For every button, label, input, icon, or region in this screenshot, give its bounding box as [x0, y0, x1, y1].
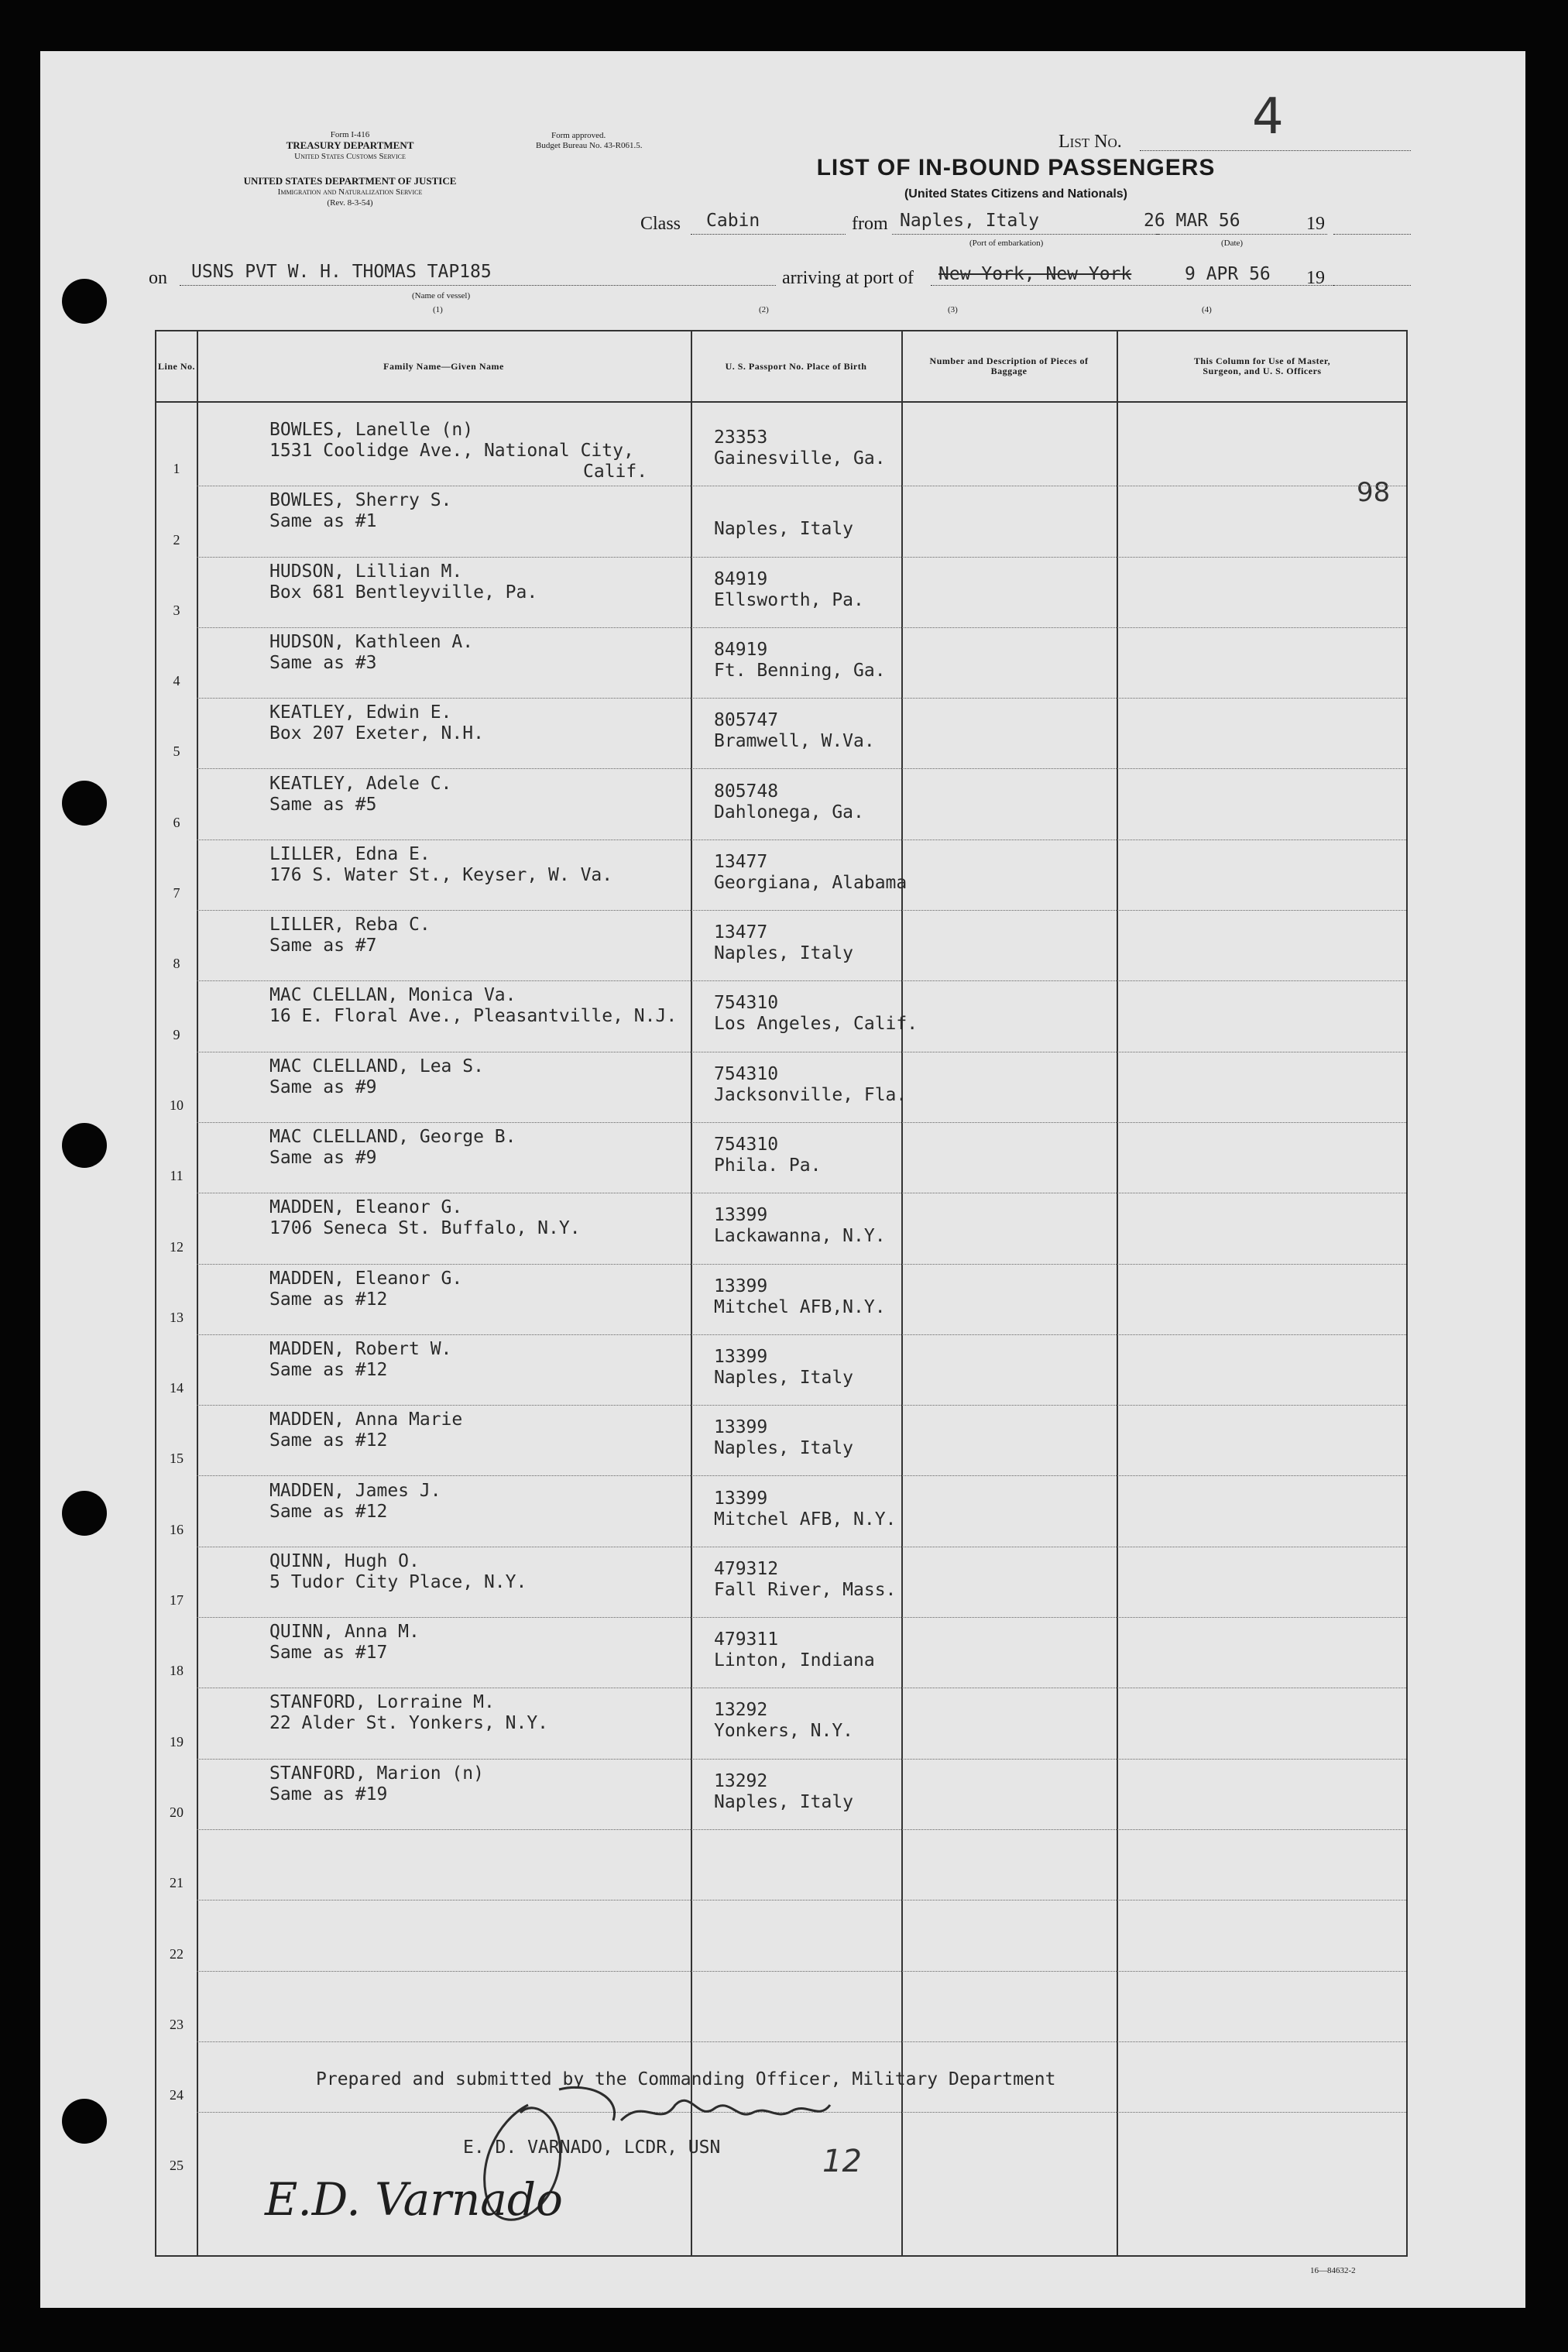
passenger-name: MADDEN, James J. [269, 1480, 441, 1501]
passport-cell [714, 1559, 896, 1601]
passport-number: 13292 [714, 1700, 768, 1721]
passport-number: 805747 [714, 710, 779, 731]
ins-service: Immigration and Naturalization Service [277, 187, 423, 197]
line-number: 13 [170, 1309, 184, 1325]
passenger-address: 1531 Coolidge Ave., National City, [269, 441, 634, 461]
passport-cell [714, 640, 886, 682]
line-number: 25 [170, 2158, 184, 2174]
passenger-address: Box 207 Exeter, N.H. [269, 723, 484, 744]
header-passport: U. S. Passport No. Place of Birth [725, 360, 867, 372]
class-line [691, 234, 846, 235]
passenger-name-cell [269, 490, 451, 532]
place-of-birth: Yonkers, N.Y. [714, 1721, 854, 1742]
table-row [156, 1617, 1406, 1688]
passport-number [714, 498, 853, 519]
from-label: from [852, 214, 888, 234]
embark-port-caption: (Port of embarkation) [969, 239, 1044, 248]
passport-cell [714, 922, 853, 964]
officer-note: 98 [1357, 477, 1391, 508]
line-number: 6 [173, 814, 180, 830]
line-number: 4 [173, 673, 180, 689]
passenger-address: Same as #1 [269, 511, 377, 532]
place-of-birth: Los Angeles, Calif. [714, 1014, 918, 1035]
year-prefix: 19 [1306, 214, 1325, 234]
passenger-name: MAC CLELLAND, Lea S. [269, 1056, 484, 1076]
line-number: 18 [170, 1663, 184, 1679]
passenger-name: MAC CLELLAND, George B. [269, 1127, 516, 1147]
line-number: 1 [173, 461, 180, 477]
place-of-birth: Naples, Italy [714, 1438, 854, 1459]
passport-cell [714, 569, 864, 611]
table-row [156, 486, 1406, 556]
passport-number: 13399 [714, 1276, 768, 1296]
passenger-address: Same as #5 [269, 794, 377, 815]
passport-number: 805748 [714, 781, 779, 802]
table-row [156, 1052, 1406, 1122]
place-of-birth: Bramwell, W.Va. [714, 731, 875, 752]
passenger-name: BOWLES, Lanelle (n) [269, 420, 474, 440]
passenger-name-cell [269, 915, 431, 956]
document-title: LIST OF IN-BOUND PASSENGERS [816, 155, 1216, 180]
vessel-caption: (Name of vessel) [412, 291, 471, 300]
passport-number: 13477 [714, 851, 768, 872]
place-of-birth: Linton, Indiana [714, 1650, 875, 1671]
passenger-name: MADDEN, Anna Marie [269, 1409, 463, 1430]
from-line [892, 234, 1159, 235]
table-row [156, 415, 1406, 486]
passport-number: 84919 [714, 639, 768, 660]
table-row [156, 1264, 1406, 1334]
table-row [156, 1759, 1406, 1829]
year-line-2 [1333, 285, 1411, 286]
binder-hole [62, 781, 107, 826]
line-number: 3 [173, 602, 180, 618]
passport-cell [714, 1135, 821, 1176]
passenger-name: QUINN, Hugh O. [269, 1550, 420, 1571]
place-of-birth: Georgiana, Alabama [714, 872, 908, 893]
passenger-address: 1706 Seneca St. Buffalo, N.Y. [269, 1218, 581, 1239]
place-of-birth: Ellsworth, Pa. [714, 589, 864, 610]
passenger-name: BOWLES, Sherry S. [269, 490, 452, 511]
passenger-address: Same as #12 [269, 1359, 388, 1380]
passport-cell [714, 427, 886, 469]
passenger-name: HUDSON, Kathleen A. [269, 631, 474, 652]
passenger-name-cell [269, 1409, 462, 1451]
passport-number: 23353 [714, 427, 768, 448]
header-line-no: Line No. [157, 360, 195, 372]
passenger-name: MADDEN, Eleanor G. [269, 1197, 463, 1218]
place-of-birth: Phila. Pa. [714, 1155, 822, 1176]
passport-number: 754310 [714, 993, 779, 1014]
document-subtitle: (United States Citizens and Nationals) [904, 187, 1128, 201]
line-number: 15 [170, 1451, 184, 1467]
header-name: Family Name—Given Name [383, 360, 504, 372]
col-num-2: (2) [759, 305, 769, 314]
passport-number: 13399 [714, 1488, 768, 1509]
line-number: 21 [170, 1875, 184, 1891]
line-number: 11 [170, 1168, 184, 1184]
arriving-label: arriving at port of [782, 268, 914, 288]
passenger-name: MADDEN, Robert W. [269, 1338, 452, 1359]
place-of-birth: Mitchel AFB,N.Y. [714, 1296, 886, 1317]
passenger-address: 22 Alder St. Yonkers, N.Y. [269, 1713, 549, 1734]
on-label: on [149, 268, 167, 288]
place-of-birth: Gainesville, Ga. [714, 448, 886, 469]
table-row [156, 627, 1406, 698]
table-row [156, 980, 1406, 1051]
line-number: 7 [173, 885, 180, 901]
vessel-name: USNS PVT W. H. THOMAS TAP185 [191, 262, 492, 282]
line-number: 22 [170, 1945, 184, 1962]
passenger-name-cell [269, 632, 473, 674]
place-of-birth: Ft. Benning, Ga. [714, 660, 886, 681]
col-num-4: (4) [1202, 305, 1212, 314]
passenger-address: 16 E. Floral Ave., Pleasantville, N.J. [269, 1006, 678, 1027]
passenger-address: Same as #12 [269, 1289, 388, 1310]
passenger-name-cell [269, 420, 647, 482]
class-value: Cabin [706, 211, 760, 231]
date-caption: (Date) [1221, 239, 1244, 248]
list-no-value: 4 [1252, 88, 1284, 146]
table-row [156, 769, 1406, 840]
passenger-name-cell [269, 1481, 441, 1523]
passenger-table [155, 330, 1408, 2257]
print-code: 16—84632-2 [1310, 2266, 1356, 2275]
table-row [156, 557, 1406, 627]
treasury-department: TREASURY DEPARTMENT [286, 139, 414, 151]
form-approved: Form approved. [551, 131, 606, 140]
table-row [156, 1829, 1406, 1900]
table-row [156, 698, 1406, 768]
passport-cell [714, 1205, 886, 1247]
date-line [1155, 234, 1327, 235]
passenger-name-cell [269, 1339, 451, 1381]
binder-hole [62, 1491, 107, 1536]
passport-number: 13477 [714, 922, 768, 943]
list-no-line [1140, 150, 1411, 151]
passenger-name: LILLER, Reba C. [269, 915, 431, 936]
passport-cell [714, 781, 864, 823]
table-row [156, 1476, 1406, 1547]
passenger-address: Same as #9 [269, 1148, 377, 1168]
passport-number: 479311 [714, 1629, 779, 1650]
passenger-name: KEATLEY, Edwin E. [269, 702, 452, 723]
place-of-birth: Mitchel AFB, N.Y. [714, 1509, 897, 1530]
passenger-name: HUDSON, Lillian M. [269, 561, 463, 582]
passenger-name-cell [269, 1197, 581, 1239]
passenger-name-cell [269, 985, 677, 1027]
passport-cell [714, 498, 853, 540]
line-number: 24 [170, 2087, 184, 2103]
table-row [156, 1122, 1406, 1193]
passenger-name: MADDEN, Eleanor G. [269, 1268, 463, 1289]
passport-number: 754310 [714, 1135, 779, 1155]
table-row [156, 1971, 1406, 2041]
svg-text:E.D. Varnado: E.D. Varnado [265, 2173, 563, 2226]
passport-cell [714, 1488, 896, 1530]
passenger-name-cell [269, 1692, 548, 1734]
line-number: 5 [173, 743, 180, 760]
table-row [156, 910, 1406, 980]
passport-cell [714, 852, 907, 894]
passport-cell [714, 1347, 853, 1389]
passenger-name-cell [269, 1622, 420, 1664]
vessel-line [180, 285, 776, 286]
passport-cell [714, 1771, 853, 1813]
officer-signature [249, 2167, 606, 2237]
line-number: 17 [170, 1592, 184, 1609]
passport-number: 84919 [714, 568, 768, 589]
header-divider [156, 401, 1406, 403]
place-of-birth: Naples, Italy [714, 1367, 854, 1388]
manifest-page [40, 51, 1525, 2308]
binder-hole [62, 1123, 107, 1168]
passenger-name: MAC CLELLAN, Monica Va. [269, 985, 516, 1006]
year-line [1333, 234, 1411, 235]
passenger-name: STANFORD, Marion (n) [269, 1763, 484, 1784]
binder-hole [62, 2099, 107, 2144]
passenger-name-cell [269, 1056, 484, 1098]
form-number: Form I-416 [330, 130, 370, 139]
passenger-name-cell [269, 1551, 527, 1593]
arrival-line [931, 285, 1333, 286]
class-label: Class [640, 214, 681, 234]
passenger-name-cell [269, 1127, 516, 1169]
passenger-name-cell [269, 1763, 484, 1805]
passport-number: 754310 [714, 1063, 779, 1084]
passenger-address: 176 S. Water St., Keyser, W. Va. [269, 864, 613, 885]
line-number: 9 [173, 1026, 180, 1042]
table-row [156, 1193, 1406, 1263]
passport-number: 13292 [714, 1770, 768, 1791]
passport-number: 13399 [714, 1346, 768, 1367]
col-num-1: (1) [433, 305, 443, 314]
passport-cell [714, 1700, 853, 1742]
passenger-name: LILLER, Edna E. [269, 843, 431, 864]
passenger-address: Same as #3 [269, 652, 377, 673]
line-number: 12 [170, 1238, 184, 1255]
passenger-address: Same as #7 [269, 936, 377, 956]
revision-date: (Rev. 8-3-54) [327, 198, 373, 208]
passenger-address: Same as #12 [269, 1501, 388, 1522]
customs-service: United States Customs Service [294, 152, 406, 161]
passenger-address: Same as #19 [269, 1784, 388, 1804]
passenger-name: KEATLEY, Adele C. [269, 773, 452, 794]
header-officers: This Column for Use of Master, Surgeon, and U. S. Officers [1193, 355, 1331, 376]
passenger-address: E. D. VARNADO, LCDR, USN [463, 2137, 721, 2158]
place-of-birth: Fall River, Mass. [714, 1579, 897, 1600]
binder-hole [62, 279, 107, 324]
place-of-birth: Lackawanna, N.Y. [714, 1226, 886, 1247]
passport-cell [714, 1064, 907, 1106]
table-row [156, 840, 1406, 910]
place-of-birth: Dahlonega, Ga. [714, 802, 864, 822]
line-number: 2 [173, 531, 180, 548]
passenger-address: Same as #9 [269, 1076, 377, 1097]
line-number: 16 [170, 1521, 184, 1537]
passenger-name: STANFORD, Lorraine M. [269, 1692, 495, 1713]
list-no-label: List No. [1058, 132, 1122, 152]
passport-cell [714, 993, 918, 1035]
arrival-date-value: 9 APR 56 [1185, 264, 1271, 284]
header-baggage: Number and Description of Pieces of Baggage [929, 355, 1089, 376]
passenger-address: Box 681 Bentleyville, Pa. [269, 582, 538, 603]
line-number: 14 [170, 1380, 184, 1396]
passenger-name-cell [269, 702, 484, 744]
col-num-3: (3) [948, 305, 958, 314]
passport-number: 13399 [714, 1417, 768, 1438]
passenger-name: QUINN, Anna M. [269, 1622, 420, 1643]
passenger-address: 5 Tudor City Place, N.Y. [269, 1571, 527, 1592]
passenger-address: Calif. [583, 462, 648, 482]
line-number: 19 [170, 1733, 184, 1749]
table-row [156, 1688, 1406, 1758]
table-row [156, 1547, 1406, 1617]
passport-cell [714, 1629, 875, 1671]
department-of-justice: UNITED STATES DEPARTMENT OF JUSTICE [243, 175, 457, 187]
place-of-birth: Naples, Italy [714, 1791, 854, 1812]
passenger-name-cell [269, 1269, 462, 1310]
table-row [156, 1334, 1406, 1405]
table-row [156, 1900, 1406, 1970]
year-prefix-2: 19 [1306, 268, 1325, 288]
embark-date-value: 26 MAR 56 [1144, 211, 1240, 231]
handwritten-note: 12 [822, 2144, 862, 2179]
passenger-name-cell [269, 561, 537, 603]
table-row [156, 1405, 1406, 1475]
passport-number: 479312 [714, 1558, 779, 1579]
place-of-birth: Naples, Italy [714, 943, 854, 964]
line-number: 10 [170, 1097, 184, 1113]
embark-port-value: Naples, Italy [900, 211, 1040, 231]
passenger-address: Same as #12 [269, 1430, 388, 1451]
passport-number: 13399 [714, 1205, 768, 1226]
passport-cell [714, 710, 875, 752]
passport-cell [714, 1276, 886, 1318]
passenger-address: Same as #17 [269, 1643, 388, 1664]
line-number: 8 [173, 956, 180, 972]
passenger-name-cell [269, 774, 451, 815]
arrival-port-value: New York, New York [938, 264, 1132, 284]
passport-cell [714, 1417, 853, 1459]
place-of-birth: Jacksonville, Fla. [714, 1084, 908, 1105]
passenger-name: Prepared and submitted by the Commanding Officer, Military Department [316, 2069, 1056, 2089]
passenger-name-cell [269, 844, 612, 886]
budget-bureau: Budget Bureau No. 43-R061.5. [536, 141, 643, 150]
line-number: 20 [170, 1804, 184, 1820]
place-of-birth: Naples, Italy [714, 519, 854, 540]
line-number: 23 [170, 2016, 184, 2032]
